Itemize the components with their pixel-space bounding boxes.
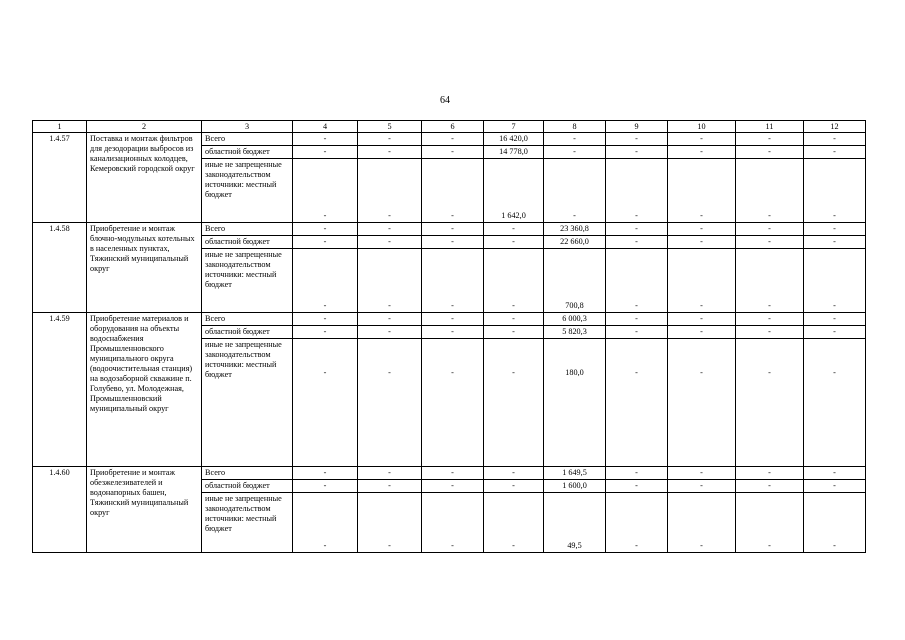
value-cell-col-10: - (668, 236, 736, 249)
value-cell-col-9: - (606, 467, 668, 480)
value-cell-col-10: - (668, 493, 736, 553)
value-cell-col-9: - (606, 339, 668, 467)
value-cell-col-6: - (422, 159, 484, 223)
table-body (33, 121, 866, 553)
value-cell-col-8: 180,0 (544, 339, 606, 467)
table-row (33, 467, 866, 480)
value-cell-col-9: - (606, 480, 668, 493)
value-cell-col-10: - (668, 339, 736, 467)
value-cell-col-4: - (293, 467, 358, 480)
value-cell-col-12: - (804, 249, 866, 313)
item-code: 1.4.60 (33, 467, 87, 553)
value-cell-col-8: - (544, 159, 606, 223)
value-cell-col-9: - (606, 326, 668, 339)
value-cell-col-12: - (804, 313, 866, 326)
header-cell-3: 3 (202, 121, 293, 133)
value-cell-col-6: - (422, 493, 484, 553)
value-cell-col-4: - (293, 159, 358, 223)
funding-source: иные не запрещенные законодательством источники: местный бюджет (202, 159, 293, 223)
value-cell-col-7: 16 420,0 (484, 133, 544, 146)
value-cell-col-11: - (736, 236, 804, 249)
item-name: Приобретение и монтаж обезжелезивателей и водонапорных башен, Тяжинский муниципальный округ (87, 467, 202, 553)
page-number: 64 (440, 95, 450, 106)
value-cell-col-8: 5 820,3 (544, 326, 606, 339)
value-cell-col-8: 49,5 (544, 493, 606, 553)
value-cell-col-6: - (422, 249, 484, 313)
value-cell-col-12: - (804, 480, 866, 493)
value-cell-col-6: - (422, 339, 484, 467)
value-cell-col-4: - (293, 339, 358, 467)
value-cell-col-8: - (544, 146, 606, 159)
value-cell-col-8: 700,8 (544, 249, 606, 313)
value-cell-col-11: - (736, 249, 804, 313)
funding-source: Всего (202, 313, 293, 326)
funding-source: иные не запрещенные законодательством источники: местный бюджет (202, 249, 293, 313)
item-name: Приобретение и монтаж блочно-модульных котельных в населенных пунктах, Тяжинский муниципальный округ (87, 223, 202, 313)
value-cell-col-9: - (606, 223, 668, 236)
header-cell-7: 7 (484, 121, 544, 133)
value-cell-col-11: - (736, 339, 804, 467)
funding-source: иные не запрещенные законодательством источники: местный бюджет (202, 493, 293, 553)
header-cell-8: 8 (544, 121, 606, 133)
value-cell-col-11: - (736, 326, 804, 339)
value-cell-col-10: - (668, 313, 736, 326)
funding-source: областной бюджет (202, 146, 293, 159)
value-cell-col-12: - (804, 159, 866, 223)
header-cell-4: 4 (293, 121, 358, 133)
value-cell-col-9: - (606, 313, 668, 326)
value-cell-col-10: - (668, 133, 736, 146)
value-cell-col-12: - (804, 133, 866, 146)
value-cell-col-7: - (484, 249, 544, 313)
value-cell-col-8: 6 000,3 (544, 313, 606, 326)
header-cell-2: 2 (87, 121, 202, 133)
budget-table (32, 120, 866, 553)
value-cell-col-9: - (606, 159, 668, 223)
value-cell-col-5: - (358, 326, 422, 339)
header-cell-10: 10 (668, 121, 736, 133)
value-cell-col-8: 22 660,0 (544, 236, 606, 249)
value-cell-col-12: - (804, 146, 866, 159)
value-cell-col-9: - (606, 236, 668, 249)
value-cell-col-9: - (606, 146, 668, 159)
funding-source: областной бюджет (202, 480, 293, 493)
table-row (33, 223, 866, 236)
value-cell-col-6: - (422, 313, 484, 326)
value-cell-col-7: - (484, 236, 544, 249)
value-cell-col-6: - (422, 236, 484, 249)
item-name: Приобретение материалов и оборудования на объекты водоснабжения Промышленновского муниципального округа (водоочистительная станция) на водозаборной скважине п. Голубево, ул. Молодежная, Промышленновский муниципальный округ (87, 313, 202, 467)
header-cell-12: 12 (804, 121, 866, 133)
value-cell-col-7: 1 642,0 (484, 159, 544, 223)
value-cell-col-12: - (804, 493, 866, 553)
table-row (33, 313, 866, 326)
value-cell-col-6: - (422, 223, 484, 236)
value-cell-col-11: - (736, 223, 804, 236)
funding-source: иные не запрещенные законодательством источники: местный бюджет (202, 339, 293, 467)
value-cell-col-7: - (484, 339, 544, 467)
funding-source: Всего (202, 223, 293, 236)
value-cell-col-7: - (484, 480, 544, 493)
value-cell-col-6: - (422, 467, 484, 480)
value-cell-col-6: - (422, 133, 484, 146)
value-cell-col-4: - (293, 493, 358, 553)
value-cell-col-5: - (358, 146, 422, 159)
value-cell-col-10: - (668, 467, 736, 480)
value-cell-col-7: - (484, 493, 544, 553)
value-cell-col-8: 1 649,5 (544, 467, 606, 480)
value-cell-col-4: - (293, 249, 358, 313)
value-cell-col-12: - (804, 236, 866, 249)
value-cell-col-11: - (736, 313, 804, 326)
value-cell-col-10: - (668, 223, 736, 236)
value-cell-col-11: - (736, 133, 804, 146)
value-cell-col-5: - (358, 159, 422, 223)
value-cell-col-5: - (358, 133, 422, 146)
value-cell-col-10: - (668, 480, 736, 493)
value-cell-col-4: - (293, 146, 358, 159)
value-cell-col-10: - (668, 249, 736, 313)
value-cell-col-7: - (484, 326, 544, 339)
header-cell-5: 5 (358, 121, 422, 133)
value-cell-col-7: 14 778,0 (484, 146, 544, 159)
value-cell-col-5: - (358, 249, 422, 313)
value-cell-col-9: - (606, 133, 668, 146)
funding-source: областной бюджет (202, 236, 293, 249)
header-cell-11: 11 (736, 121, 804, 133)
item-name: Поставка и монтаж фильтров для дезодорации выбросов из канализационных колодцев, Кемеровский городской округ (87, 133, 202, 223)
header-cell-1: 1 (33, 121, 87, 133)
value-cell-col-4: - (293, 326, 358, 339)
value-cell-col-8: - (544, 133, 606, 146)
header-cell-9: 9 (606, 121, 668, 133)
item-code: 1.4.59 (33, 313, 87, 467)
funding-source: областной бюджет (202, 326, 293, 339)
value-cell-col-10: - (668, 159, 736, 223)
value-cell-col-4: - (293, 223, 358, 236)
value-cell-col-8: 1 600,0 (544, 480, 606, 493)
value-cell-col-7: - (484, 467, 544, 480)
value-cell-col-11: - (736, 146, 804, 159)
value-cell-col-4: - (293, 133, 358, 146)
funding-source: Всего (202, 133, 293, 146)
value-cell-col-5: - (358, 223, 422, 236)
value-cell-col-7: - (484, 313, 544, 326)
item-code: 1.4.58 (33, 223, 87, 313)
table-row (33, 133, 866, 146)
value-cell-col-5: - (358, 480, 422, 493)
value-cell-col-5: - (358, 236, 422, 249)
value-cell-col-4: - (293, 313, 358, 326)
value-cell-col-4: - (293, 236, 358, 249)
value-cell-col-5: - (358, 493, 422, 553)
value-cell-col-12: - (804, 223, 866, 236)
value-cell-col-9: - (606, 493, 668, 553)
value-cell-col-12: - (804, 326, 866, 339)
value-cell-col-4: - (293, 480, 358, 493)
value-cell-col-11: - (736, 480, 804, 493)
value-cell-col-10: - (668, 326, 736, 339)
value-cell-col-6: - (422, 480, 484, 493)
value-cell-col-8: 23 360,8 (544, 223, 606, 236)
value-cell-col-5: - (358, 339, 422, 467)
value-cell-col-11: - (736, 159, 804, 223)
item-code: 1.4.57 (33, 133, 87, 223)
value-cell-col-12: - (804, 467, 866, 480)
value-cell-col-11: - (736, 467, 804, 480)
value-cell-col-12: - (804, 339, 866, 467)
value-cell-col-10: - (668, 146, 736, 159)
value-cell-col-6: - (422, 326, 484, 339)
funding-source: Всего (202, 467, 293, 480)
value-cell-col-5: - (358, 467, 422, 480)
value-cell-col-9: - (606, 249, 668, 313)
value-cell-col-5: - (358, 313, 422, 326)
header-cell-6: 6 (422, 121, 484, 133)
value-cell-col-7: - (484, 223, 544, 236)
value-cell-col-11: - (736, 493, 804, 553)
header-row (33, 121, 866, 133)
value-cell-col-6: - (422, 146, 484, 159)
